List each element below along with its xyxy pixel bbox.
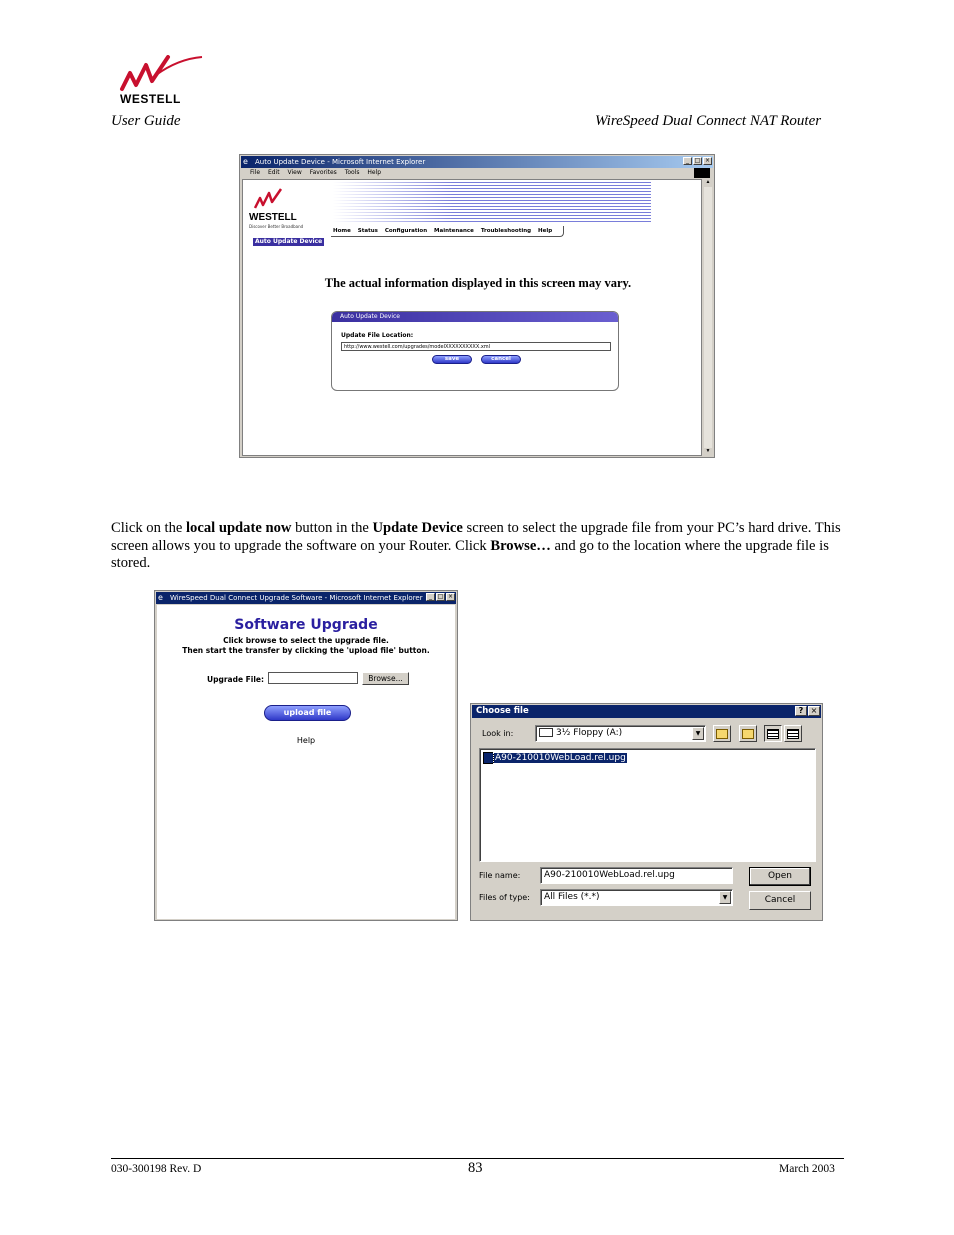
upgrade-titlebar xyxy=(156,592,456,604)
ie-throbber-icon xyxy=(694,168,710,178)
floppy-drive-icon xyxy=(539,728,553,737)
cancel-button[interactable]: cancel xyxy=(481,355,521,364)
close-button[interactable]: × xyxy=(808,706,820,716)
choose-file-titlebar xyxy=(472,705,821,718)
dialog-title: Choose file xyxy=(476,706,529,716)
panel-title: Auto Update Device xyxy=(332,312,618,322)
nav-help[interactable]: Help xyxy=(538,228,553,234)
ui-brand: WESTELL xyxy=(249,212,297,223)
file-type-value: All Files (*.*) xyxy=(544,892,600,902)
nav-status[interactable]: Status xyxy=(357,228,378,234)
look-in-select[interactable] xyxy=(535,725,706,742)
up-folder-button[interactable] xyxy=(713,725,731,742)
file-list[interactable] xyxy=(479,748,816,862)
footer-right: March 2003 xyxy=(779,1163,835,1175)
westell-swoosh-icon xyxy=(118,55,203,93)
menu-view[interactable]: View xyxy=(287,169,302,176)
up-folder-icon xyxy=(716,729,728,739)
upgrade-line-1: Click browse to select the upgrade file. xyxy=(223,636,389,645)
nav-bar xyxy=(331,226,564,237)
westell-logo xyxy=(118,55,203,105)
auto-update-titlebar xyxy=(241,156,713,168)
file-list-item-label: A90-210010WebLoad.rel.upg xyxy=(495,753,626,763)
save-button[interactable]: save xyxy=(432,355,472,364)
upgrade-line-2: Then start the transfer by clicking the 'upload file' button. xyxy=(182,646,430,655)
footer-rule xyxy=(111,1158,844,1159)
new-folder-button[interactable] xyxy=(739,725,757,742)
auto-update-content xyxy=(242,179,702,456)
logo-wordmark: WESTELL xyxy=(120,92,181,106)
upgrade-content xyxy=(157,605,455,919)
para-text-1: Click on the xyxy=(111,520,186,536)
para-bold-update-device: Update Device xyxy=(372,520,463,536)
maximize-button[interactable]: □ xyxy=(437,593,444,600)
upload-file-button[interactable]: upload file xyxy=(264,705,351,721)
menu-file[interactable]: File xyxy=(250,169,261,176)
chevron-down-icon[interactable]: ▼ xyxy=(692,727,704,740)
nav-home[interactable]: Home xyxy=(333,228,351,234)
menu-help[interactable]: Help xyxy=(367,169,382,176)
window-title: WireSpeed Dual Connect Upgrade Software - Microsoft Internet Explorer xyxy=(170,594,423,602)
para-text-4: and go to the location where the upgrade file is stored. xyxy=(111,537,829,571)
para-bold-browse: Browse… xyxy=(490,537,551,554)
para-text-2: button in the xyxy=(291,520,373,536)
menu-bar xyxy=(242,168,712,178)
minimize-button[interactable]: _ xyxy=(426,593,435,601)
details-view-button[interactable] xyxy=(784,725,802,742)
open-button[interactable]: Open xyxy=(749,867,811,886)
list-view-button[interactable] xyxy=(764,725,782,742)
ie-icon: e xyxy=(243,157,248,166)
close-button[interactable]: × xyxy=(447,593,454,600)
nav-maintenance[interactable]: Maintenance xyxy=(434,228,474,234)
westell-swoosh-small-icon xyxy=(253,188,293,210)
upgrade-heading: Software Upgrade xyxy=(234,617,378,633)
file-list-item[interactable] xyxy=(483,751,627,764)
file-type-label: Files of type: xyxy=(479,893,530,902)
details-view-icon xyxy=(787,729,799,739)
file-name-label: File name: xyxy=(479,871,521,880)
file-type-select[interactable] xyxy=(540,889,733,906)
new-folder-icon xyxy=(742,729,754,739)
cancel-button[interactable]: Cancel xyxy=(749,891,811,910)
chevron-down-icon[interactable]: ▼ xyxy=(719,891,731,904)
notice-text: The actual information displayed in this screen may vary. xyxy=(324,276,632,290)
para-bold-local-update: local update now xyxy=(186,520,292,536)
stripe-fade xyxy=(333,182,453,224)
scroll-up-icon[interactable]: ▲ xyxy=(705,180,711,185)
list-view-icon xyxy=(767,729,779,739)
browse-button[interactable]: Browse... xyxy=(362,672,409,685)
nav-configuration[interactable]: Configuration xyxy=(384,228,428,234)
help-button[interactable]: ? xyxy=(795,706,807,716)
ui-tagline: Discover Better Broadband xyxy=(249,224,304,229)
page-tab: Auto Update Device xyxy=(255,238,323,245)
footer-left: 030-300198 Rev. D xyxy=(111,1163,202,1175)
auto-update-window xyxy=(239,154,715,458)
update-location-input[interactable]: http://www.westell.com/upgrades/modelXXXXXXXXXX.xml xyxy=(341,342,611,351)
file-name-input[interactable]: A90-210010WebLoad.rel.upg xyxy=(540,867,733,884)
file-icon xyxy=(483,752,494,764)
menu-tools[interactable]: Tools xyxy=(344,169,360,176)
ie-icon: e xyxy=(158,593,163,602)
nav-troubleshooting[interactable]: Troubleshooting xyxy=(480,228,532,234)
minimize-button[interactable]: _ xyxy=(683,157,692,165)
close-button[interactable]: × xyxy=(704,157,711,164)
upgrade-file-input[interactable] xyxy=(268,672,358,684)
software-upgrade-window xyxy=(154,590,458,921)
instruction-paragraph xyxy=(111,520,841,573)
para-text-3: screen to select the upgrade file from your PC’s hard drive. This screen allows you to upgrade the software on your Router. Click xyxy=(111,520,841,554)
menu-edit[interactable]: Edit xyxy=(267,169,280,176)
menu-favorites[interactable]: Favorites xyxy=(309,169,337,176)
page-number: 83 xyxy=(468,1160,483,1176)
update-location-label: Update File Location: xyxy=(341,332,414,339)
look-in-label: Look in: xyxy=(482,729,514,738)
help-link[interactable]: Help xyxy=(296,736,316,745)
look-in-value: 3½ Floppy (A:) xyxy=(556,728,623,738)
scroll-down-icon[interactable]: ▼ xyxy=(705,449,711,454)
vertical-scrollbar[interactable] xyxy=(704,179,712,456)
auto-update-panel xyxy=(331,311,619,391)
upgrade-file-label: Upgrade File: xyxy=(207,675,265,684)
maximize-button[interactable]: □ xyxy=(694,157,701,164)
window-title: Auto Update Device - Microsoft Internet Explorer xyxy=(255,158,426,166)
header-right: WireSpeed Dual Connect NAT Router xyxy=(595,113,822,129)
header-left: User Guide xyxy=(111,113,181,129)
choose-file-dialog xyxy=(470,703,823,921)
